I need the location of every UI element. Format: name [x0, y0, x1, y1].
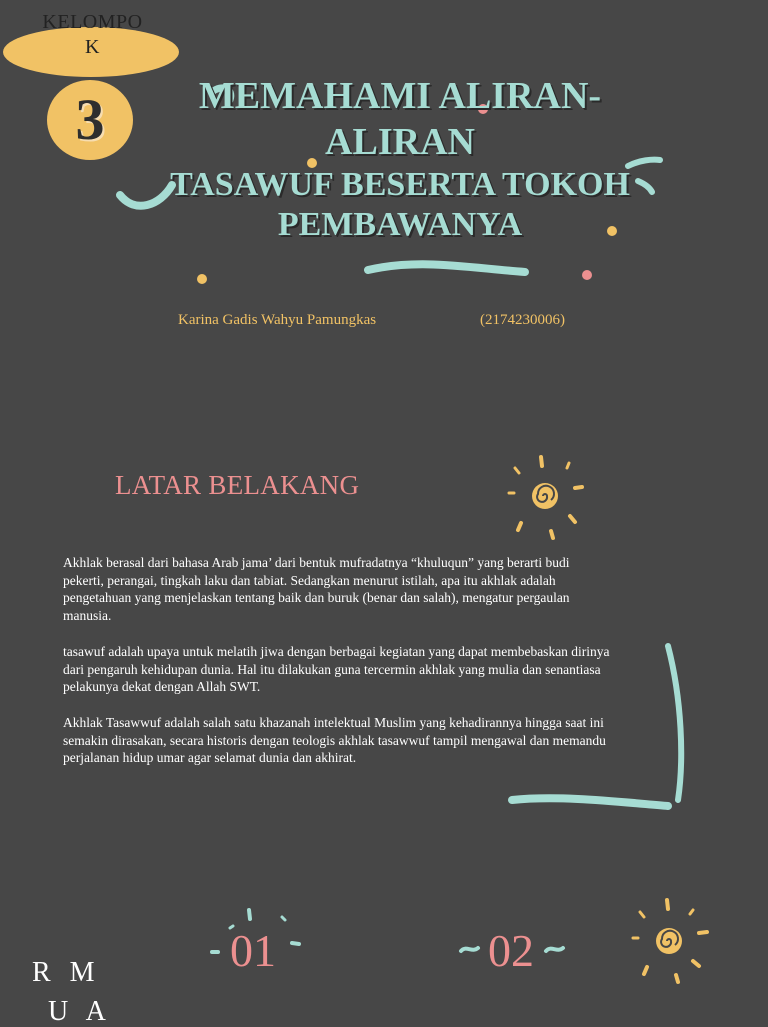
section-number-02: 02	[488, 925, 534, 976]
section-title: LATAR BELAKANG	[115, 470, 360, 500]
swoosh-decoration	[368, 264, 525, 272]
author-nim: (2174230006)	[480, 312, 565, 328]
group-number: 3	[75, 87, 105, 152]
paragraph: Akhlak Tasawwuf adalah salah satu khazanah intelektual Muslim yang kehadirannya hingga saat ini semakin dirasakan, secara historis dengan teologis akhlak tasawwuf tampil mengawal dan memandu perjalanan hidup umar agar selamat dunia dan akhirat.	[63, 715, 606, 766]
swoosh-decoration	[461, 948, 478, 951]
dot-decoration	[582, 270, 592, 280]
swoosh-decoration	[546, 948, 563, 951]
section-number-01: 01	[230, 925, 276, 976]
title-line-4: PEMBAWANYA	[277, 206, 523, 243]
bottom-left-text: U A	[48, 996, 112, 1027]
paragraph: Akhlak berasal dari bahasa Arab jama’ dari bentuk mufradatnya “khuluqun” yang berarti budi pekerti, perangai, tingkah laku dan tabiat. Sedangkan menurut istilah, apa itu akhlak adalah pengetahuan yang menjelaskan tentang baik dan buruk (benar dan salah), mengatur pergaulan manusia.	[63, 555, 570, 623]
author-name: Karina Gadis Wahyu Pamungkas	[178, 312, 377, 328]
bottom-left-text: R M	[32, 957, 101, 988]
sun-decoration	[633, 900, 707, 982]
paragraph: tasawuf adalah upaya untuk melatih jiwa dengan berbagai kegiatan yang dapat membebaskan dirinya dari pengaruh kehidupan dunia. Hal itu dilakukan guna tercermin akhlak yang mulia dan senantiasa pelakunya dekat dengan Allah SWT.	[63, 644, 610, 695]
group-label: KELOMPO K	[42, 11, 143, 58]
bracket-decoration	[512, 798, 668, 806]
dot-decoration	[197, 274, 207, 284]
sun-decoration	[509, 457, 582, 538]
title-line-2: ALIRAN	[325, 121, 475, 163]
title-line-1: MEMAHAMI ALIRAN-	[198, 75, 602, 117]
title-line-3: TASAWUF BESERTA TOKOH	[170, 166, 630, 203]
